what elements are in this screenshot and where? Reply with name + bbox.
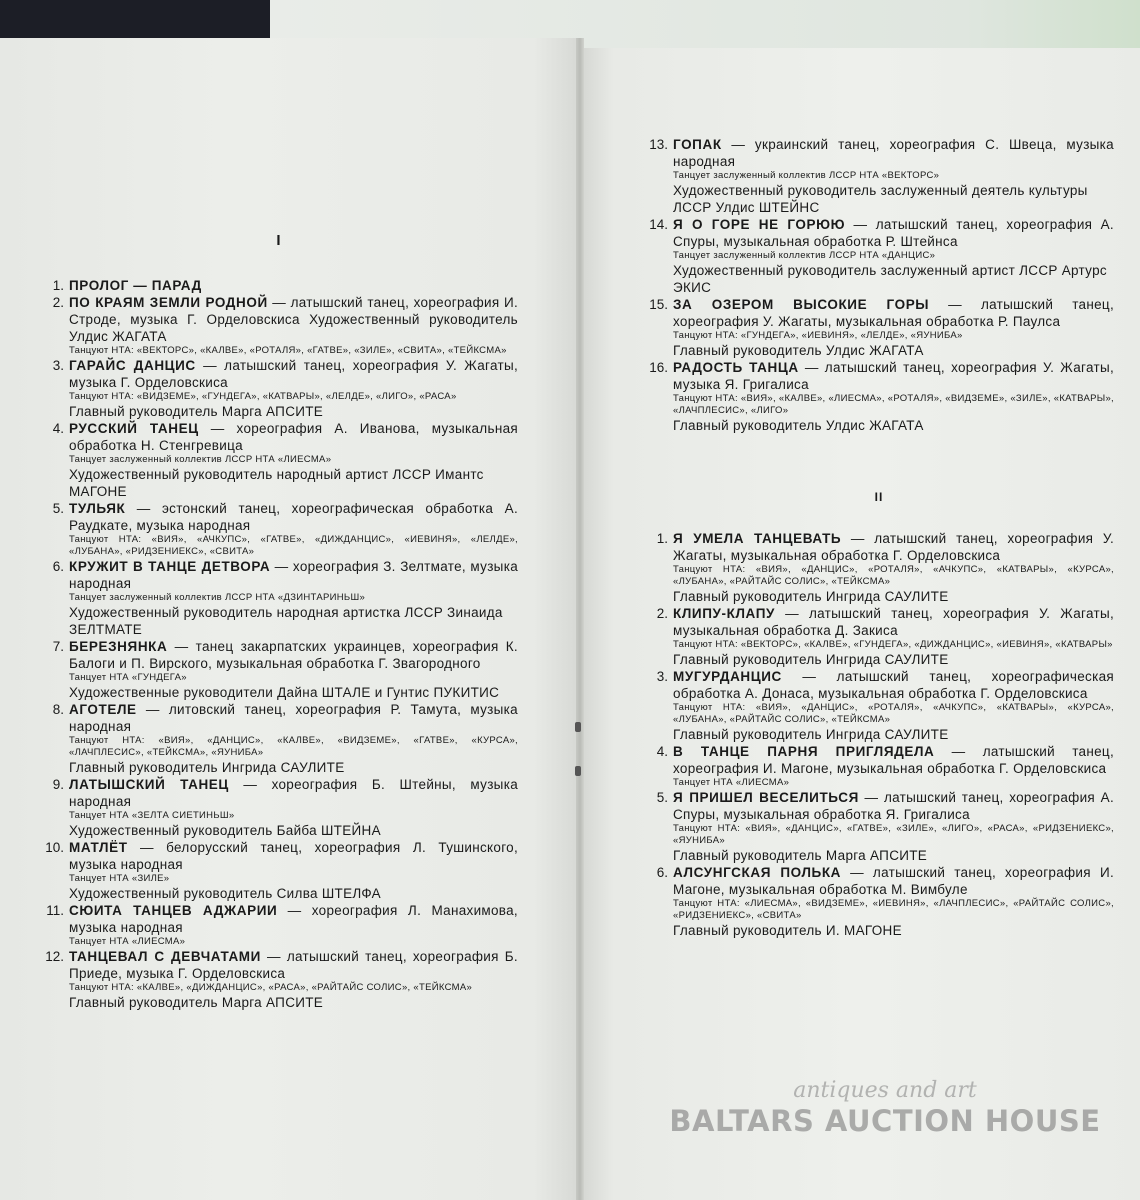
dance-credits: — латышский танец, хореография У. Жагаты, музыка Г. Орделовскиса (69, 358, 518, 390)
leader-line: Главный руководитель И. МАГОНЕ (673, 923, 902, 938)
item-description (69, 357, 518, 391)
item-number: 12. (45, 949, 64, 964)
item-body (673, 864, 1114, 939)
performers-line: Танцует НТА «ЗИЛЕ» (69, 873, 170, 884)
item-body (673, 743, 1114, 789)
performers-line: Танцуют НТА: «КАЛВЕ», «ДИЖДАНЦИС», «РАСА», «РАЙТАЙС СОЛИС», «ТЕЙКСМА» (69, 982, 473, 993)
item-number: 4. (52, 421, 64, 436)
dance-credits: — латышский танец, хореография Б. Приеде, музыка Г. Орделовскиса (69, 949, 518, 981)
item-body (673, 216, 1114, 296)
dance-title: МУГУРДАНЦИС (673, 669, 782, 684)
dance-credits: — латышский танец, хореография И. Магоне, музыкальная обработка Г. Орделовскиса (673, 744, 1114, 776)
program-item (40, 420, 518, 500)
item-description (673, 743, 1114, 777)
leader-line: Художественный руководитель заслуженный артист ЛССР Артурс ЭКИС (673, 263, 1107, 295)
performers-line: Танцует НТА «ЗЕЛТА СИЕТИНЬШ» (69, 810, 235, 821)
performers-line: Танцуют НТА: «ЛИЕСМА», «ВИДЗЕМЕ», «ИЕВИНЯ», «ЛАЧПЛЕСИС», «РАЙТАЙС СОЛИС», «РИДЗЕНИЕКС», «СВИТА» (673, 898, 1114, 921)
performers-line: Танцует НТА «ГУНДЕГА» (69, 672, 187, 683)
program-item (644, 296, 1114, 359)
leader-line: Главный руководитель Ингрида САУЛИТЕ (69, 760, 345, 775)
item-number: 14. (649, 217, 668, 232)
dance-title: БЕРЕЗНЯНКА (69, 639, 168, 654)
item-number: 4. (656, 744, 668, 759)
dance-credits: — украинский танец, хореография С. Швеца, музыка народная (673, 137, 1114, 169)
performers-line: Танцуют НТА: «ВЕКТОРС», «КАЛВЕ», «ГУНДЕГА», «ДИЖДАНЦИС», «ИЕВИНЯ», «КАТВАРЫ» (673, 639, 1113, 650)
dance-credits: — латышский танец, хореография У. Жагаты, музыкальная обработка Д. Закиса (673, 606, 1114, 638)
item-body (69, 357, 518, 420)
performers-line: Танцуют НТА: «ВИЯ», «АЧКУПС», «ГАТВЕ», «ДИЖДАНЦИС», «ИЕВИНЯ», «ЛЕЛДЕ», «ЛУБАНА», «РИДЗЕНИЕКС», «СВИТА» (69, 534, 518, 557)
performers-line: Танцует НТА «ЛИЕСМА» (673, 777, 790, 788)
performers-line: Танцуют НТА: «ГУНДЕГА», «ИЕВИНЯ», «ЛЕЛДЕ», «ЯУНИБА» (673, 330, 963, 341)
leader-line: Главный руководитель Улдис ЖАГАТА (673, 343, 924, 358)
dance-credits: — латышский танец, хореография У. Жагаты, музыка Я. Григалиса (673, 360, 1115, 392)
item-description (673, 864, 1114, 898)
item-body (673, 668, 1114, 743)
leader-line: Главный руководитель Марга АПСИТЕ (69, 995, 324, 1010)
performers-line: Танцует заслуженный коллектив ЛССР НТА «ЛИЕСМА» (69, 454, 332, 465)
dance-credits: — латышский танец, хореография А. Спуры, музыкальная обработка Р. Штейнса (673, 217, 1114, 249)
item-number: 9. (52, 777, 64, 792)
item-body (69, 776, 518, 839)
dance-credits: — латышский танец, хореография У. Жагаты, музыкальная обработка Р. Паулса (673, 297, 1115, 329)
program-item (40, 902, 518, 948)
item-description (673, 216, 1114, 250)
item-description (673, 296, 1114, 330)
leader-line: Художественный руководитель заслуженный деятель культуры ЛССР Улдис ШТЕЙНС (673, 183, 1088, 215)
dance-title: ГАРАЙС ДАНЦИС (69, 358, 196, 373)
program-item (40, 776, 518, 839)
program-item (40, 638, 518, 701)
dance-credits: — хореография Л. Манахимова, музыка народная (69, 903, 518, 935)
item-number: 6. (52, 559, 64, 574)
leader-line: Художественный руководитель народная артистка ЛССР Зинаида ЗЕЛТМАТЕ (69, 605, 503, 637)
program-item (40, 357, 518, 420)
performers-line: Танцует заслуженный коллектив ЛССР НТА «ДЗИНТАРИНЬШ» (69, 592, 366, 603)
item-description (69, 277, 518, 294)
dance-title: ТУЛЬЯК (69, 501, 126, 516)
program-item (644, 359, 1114, 434)
performers-line: Танцуют НТА: «ВИЯ», «КАЛВЕ», «ЛИЕСМА», «РОТАЛЯ», «ВИДЗЕМЕ», «ЗИЛЕ», «КАТВАРЫ», «ЛАЧПЛЕСИС», «ЛИГО» (673, 393, 1114, 416)
program-list (644, 530, 1114, 939)
dance-title: АЛСУНГСКАЯ ПОЛЬКА (673, 865, 842, 880)
item-number: 8. (52, 702, 64, 717)
leader-line: Художественный руководитель народный артист ЛССР Имантс МАГОНЕ (69, 467, 484, 499)
item-number: 2. (656, 606, 668, 621)
dance-title: РУССКИЙ ТАНЕЦ (69, 421, 199, 436)
item-number: 5. (52, 501, 64, 516)
leader-line: Главный руководитель Ингрида САУЛИТЕ (673, 589, 949, 604)
item-body (69, 277, 518, 294)
item-body (69, 500, 518, 558)
dance-title: Я УМЕЛА ТАНЦЕВАТЬ (673, 531, 842, 546)
program-item (40, 558, 518, 638)
item-description (673, 789, 1114, 823)
item-number: 1. (52, 278, 64, 293)
section-numeral: II (874, 490, 884, 504)
item-number: 2. (52, 295, 64, 310)
item-number: 10. (45, 840, 64, 855)
dance-title: МАТЛЁТ (69, 840, 128, 855)
dance-title: РАДОСТЬ ТАНЦА (673, 360, 799, 375)
dance-title: Я О ГОРЕ НЕ ГОРЮЮ (673, 217, 846, 232)
item-description (673, 530, 1114, 564)
watermark-tagline: antiques and art (793, 1078, 977, 1103)
program-item (644, 136, 1114, 216)
dance-credits: — хореография Б. Штейны, музыка народная (69, 777, 518, 809)
staple (575, 722, 581, 732)
dance-credits: — латышский танец, хореография У. Жагаты, музыкальная обработка Г. Орделовскиса (673, 531, 1115, 563)
item-body (69, 839, 518, 902)
dance-title: КЛИПУ-КЛАПУ (673, 606, 775, 621)
leader-line: Художественный руководитель Силва ШТЕЛФА (69, 886, 381, 901)
item-body (69, 558, 518, 638)
item-body (69, 638, 518, 701)
dance-credits: — латышский танец, хореография И. Магоне, музыкальная обработка М. Вимбуле (673, 865, 1114, 897)
dance-credits: — литовский танец, хореография Р. Тамута, музыка народная (69, 702, 518, 734)
program-item (40, 277, 518, 294)
leader-line: Художественные руководители Дайна ШТАЛЕ и Гунтис ПУКИТИС (69, 685, 500, 700)
performers-line: Танцует заслуженный коллектив ЛССР НТА «ДАНЦИС» (673, 250, 936, 261)
program-part-two (644, 136, 1114, 939)
item-description (69, 558, 518, 592)
item-body (69, 902, 518, 948)
program-item (644, 605, 1114, 668)
dance-title: ЗА ОЗЕРОМ ВЫСОКИЕ ГОРЫ (673, 297, 930, 312)
leader-line: Главный руководитель Марга АПСИТЕ (673, 848, 928, 863)
item-body (673, 605, 1114, 668)
performers-line: Танцуют НТА: «ВИЯ», «ДАНЦИС», «РОТАЛЯ», «АЧКУПС», «КАТВАРЫ», «КУРСА», «ЛУБАНА», «РАЙТАЙС СОЛИС», «ТЕЙКСМА» (673, 564, 1114, 587)
dance-title: Я ПРИШЕЛ ВЕСЕЛИТЬСЯ (673, 790, 859, 805)
leader-line: Главный руководитель Марга АПСИТЕ (69, 404, 324, 419)
booklet-spine (576, 38, 584, 1200)
item-body (69, 701, 518, 776)
dance-credits: — латышский танец, хореографическая обработка А. Донаса, музыкальная обработка Г. Орделовскиса (673, 669, 1114, 701)
program-item (644, 668, 1114, 743)
item-number: 3. (52, 358, 64, 373)
item-body (673, 530, 1114, 605)
performers-line: Танцует НТА «ЛИЕСМА» (69, 936, 186, 947)
program-item (40, 948, 518, 1011)
performers-line: Танцует заслуженный коллектив ЛССР НТА «ВЕКТОРС» (673, 170, 940, 181)
program-item (40, 701, 518, 776)
performers-line: Танцуют НТА: «ВИЯ», «ДАНЦИС», «РОТАЛЯ», «АЧКУПС», «КАТВАРЫ», «КУРСА», «ЛУБАНА», «РАЙТАЙС СОЛИС», «ТЕЙКСМА» (673, 702, 1114, 725)
dance-credits: — танец закарпатских украинцев, хореография К. Балоги и П. Вирского, музыкальная обработка Г. Звагородного (69, 639, 518, 671)
dance-title: КРУЖИТ В ТАНЦЕ ДЕТВОРА (69, 559, 271, 574)
program-list-continued (644, 136, 1114, 434)
dance-title: ПО КРАЯМ ЗЕМЛИ РОДНОЙ (69, 295, 268, 310)
program-item (40, 839, 518, 902)
program-item (40, 500, 518, 558)
item-body (673, 296, 1114, 359)
staple (575, 766, 581, 776)
watermark-name: BALTARS AUCTION HOUSE (669, 1104, 1101, 1138)
item-number: 5. (656, 790, 668, 805)
dance-credits: — белорусский танец, хореография Л. Тушинского, музыка народная (69, 840, 518, 872)
item-description (69, 948, 518, 982)
performers-line: Танцуют НТА: «ВИЯ», «ДАНЦИС», «КАЛВЕ», «ВИДЗЕМЕ», «ГАТВЕ», «КУРСА», «ЛАЧПЛЕСИС», «ТЕЙКСМА», «ЯУНИБА» (69, 735, 518, 758)
item-description (673, 359, 1114, 393)
item-description (69, 294, 518, 345)
item-number: 16. (649, 360, 668, 375)
dance-title: АГОТЕЛЕ (69, 702, 137, 717)
item-body (69, 294, 518, 357)
item-description (69, 902, 518, 936)
dance-credits: — хореография З. Зелтмате, музыка народная (69, 559, 518, 591)
item-body (673, 359, 1114, 434)
item-number: 15. (649, 297, 668, 312)
program-item (644, 789, 1114, 864)
item-description (69, 500, 518, 534)
item-body (69, 948, 518, 1011)
program-item (644, 216, 1114, 296)
leader-line: Главный руководитель Ингрида САУЛИТЕ (673, 652, 949, 667)
item-description (69, 701, 518, 735)
leader-line: Главный руководитель Улдис ЖАГАТА (673, 418, 924, 433)
leader-line: Главный руководитель Ингрида САУЛИТЕ (673, 727, 949, 742)
item-description (673, 136, 1114, 170)
performers-line: Танцуют НТА: «ВИДЗЕМЕ», «ГУНДЕГА», «КАТВАРЫ», «ЛЕЛДЕ», «ЛИГО», «РАСА» (69, 391, 457, 402)
performers-line: Танцуют НТА: «ВЕКТОРС», «КАЛВЕ», «РОТАЛЯ», «ГАТВЕ», «ЗИЛЕ», «СВИТА», «ТЕЙКСМА» (69, 345, 507, 356)
item-description (69, 776, 518, 810)
item-description (673, 668, 1114, 702)
program-item (644, 743, 1114, 789)
program-item (644, 530, 1114, 605)
item-description (69, 839, 518, 873)
item-body (69, 420, 518, 500)
item-number: 11. (46, 903, 64, 918)
item-number: 6. (656, 865, 668, 880)
dance-credits: — латышский танец, хореография А. Спуры, музыкальная обработка Я. Григалиса (673, 790, 1114, 822)
section-numeral: I (276, 232, 282, 249)
item-body (673, 136, 1114, 216)
leader-line: Художественный руководитель Байба ШТЕЙНА (69, 823, 381, 838)
dance-credits: — эстонский танец, хореографическая обработка А. Раудкате, музыка народная (69, 501, 518, 533)
performers-line: Танцуют НТА: «ВИЯ», «ДАНЦИС», «ГАТВЕ», «ЗИЛЕ», «ЛИГО», «РАСА», «РИДЗЕНИЕКС», «ЯУНИБА» (673, 823, 1114, 846)
dance-title: ГОПАК (673, 137, 722, 152)
program-item (40, 294, 518, 357)
item-number: 1. (656, 531, 668, 546)
dance-title: ПРОЛОГ — ПАРАД (69, 278, 202, 293)
item-description (69, 638, 518, 672)
dance-credits: — латышский танец, хореография И. Строде, музыка Г. Орделовскиса Художественный руководитель Улдис ЖАГАТА (69, 295, 519, 344)
dance-title: ЛАТЫШСКИЙ ТАНЕЦ (69, 777, 229, 792)
item-number: 13. (649, 137, 668, 152)
dance-title: В ТАНЦЕ ПАРНЯ ПРИГЛЯДЕЛА (673, 744, 935, 759)
dance-title: СЮИТА ТАНЦЕВ АДЖАРИИ (69, 903, 278, 918)
auction-watermark (650, 1078, 1120, 1168)
dance-title: ТАНЦЕВАЛ С ДЕВЧАТАМИ (69, 949, 261, 964)
item-number: 7. (52, 639, 64, 654)
program-item (644, 864, 1114, 939)
dance-credits: — хореография А. Иванова, музыкальная обработка Н. Стенгревица (69, 421, 518, 453)
item-description (673, 605, 1114, 639)
item-body (673, 789, 1114, 864)
item-number: 3. (656, 669, 668, 684)
program-part-one (40, 232, 518, 1011)
item-description (69, 420, 518, 454)
program-list (40, 277, 518, 1011)
